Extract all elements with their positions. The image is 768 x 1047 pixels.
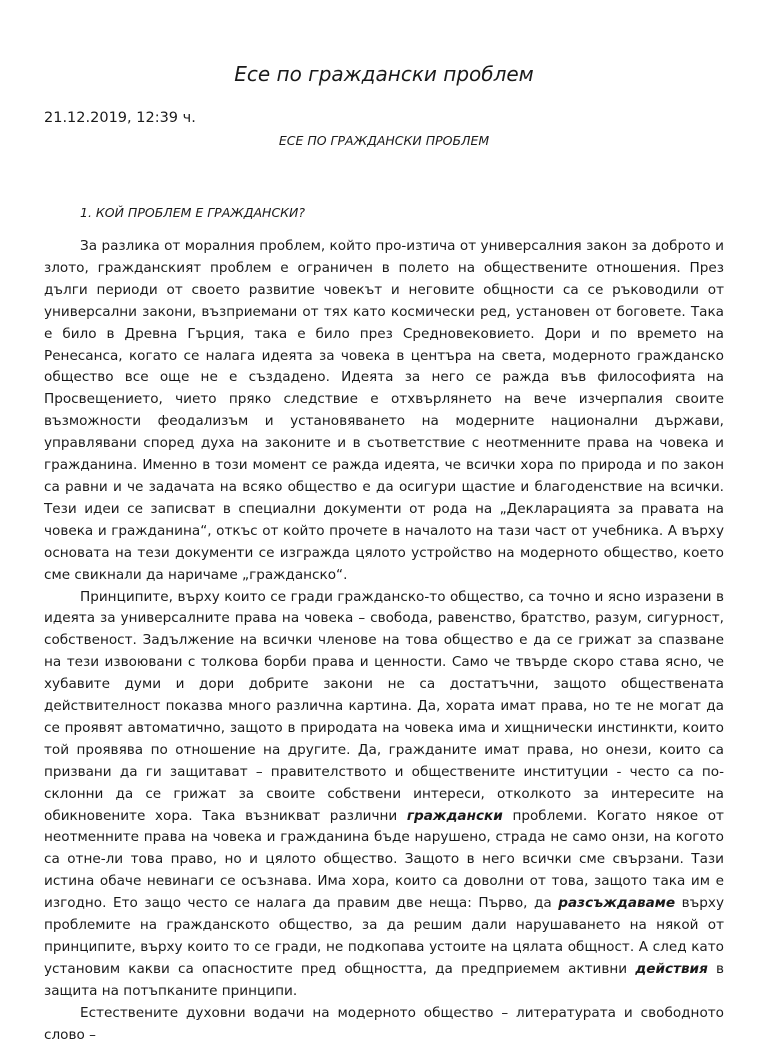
paragraph-text: Принципите, върху които се гради гражданско-то общество, са точно и ясно изразени в идеята за универсалните права на човека – свобода, равенство, братство, разум, сигурност, собственост. Задължение на всички членове на това общество е да се грижат за спазване на тези извоювани с толкова борби права и ценности. Само че твърде скоро става ясно, че хубавите думи и дори добрите закони не са достатъчни, защото обществената действителност показва много различна картина. Да, хората имат права, но те не могат да се проявят автоматично, защото в природата на човека има и хищнически инстинкти, които той проявява по отношение на другите. Да, гражданите имат права, но онези, които са призвани да ги защитават – правителството и обществените институции - често са по-склонни да се грижат за своите собствени интереси, отколкото за интересите на обикновените хора. Така възникват различни [44, 588, 724, 824]
document-subtitle: ЕСЕ ПО ГРАЖДАНСКИ ПРОБЛЕМ [278, 133, 490, 148]
paragraph-text: проблеми. Когато някое от неотменните права на човека и гражданина бъде нарушено, страда не само онзи, на когото са отне-ли това право, но и цялото общество. Защото в него всички сме свързани. Тази истина обаче невинаги се осъзнава. Има хора, които са доволни от това, защото така им е изгодно. Ето защо често се налага да правим две неща: Първо, да [44, 807, 724, 912]
paragraph-text: Естествените духовни водачи на модерното общество – литературата и свободното слово – [44, 1004, 724, 1043]
emphasized-term: граждански [406, 807, 503, 824]
paragraph-text: в защита на потъпканите принципи. [44, 960, 724, 999]
body-paragraph [44, 587, 724, 1003]
paragraph-text: За разлика от моралния проблем, който про-изтича от универсалния закон за доброто и злото, гражданският проблем е ограничен в полето на обществените отношения. През дълги периоди от своето развитие човекът и неговите общности са се ръководили от универсални закони, възприемани от тях като космически ред, установен от боговете. Така е било в Древна Гърция, така е било през Средновековието. Дори и по времето на Ренесанса, когато се налага идеята за човека в центъра на света, модерното гражданско общество все още не е създадено. Идеята за него се ражда във философията на Просвещението, чието пряко следствие е отхвърлянето на вече изчерпалия своите възможности феодализъм и установяването на модерните национални държави, управлявани според духа на законите и в съответствие с неотменните права на човека и гражданина. Именно в този момент се ражда идеята, че всички хора по природа и по закон са равни и че задачата на всяко общество е да осигури щастие и благоденствие на всички. Тези идеи се записват в специални документи от рода на „Декларацията за правата на човека и гражданина“, откъс от който прочете в началото на тази част от учебника. А върху основата на тези документи се изгражда цялото устройство на модерното общество, което сме свикнали да наричаме „гражданско“. [44, 238, 724, 583]
body-paragraph [44, 236, 724, 587]
emphasized-term: действия [635, 960, 708, 977]
publish-date: 21.12.2019, 12:39 ч. [44, 110, 196, 126]
document-body [44, 236, 724, 1047]
body-paragraph [44, 1003, 724, 1047]
document-title: Есе по граждански проблем [234, 62, 534, 86]
emphasized-term: разсъждаваме [558, 895, 676, 912]
paragraph-text: върху проблемите на гражданското общество, за да решим дали нарушаването на някой от принципите, върху които то се гради, не подкопава устоите на цялата общност. А след като установим какви са опасностите пред общността, да предприемем активни [44, 895, 725, 977]
section-heading: 1. КОЙ ПРОБЛЕМ Е ГРАЖДАНСКИ? [80, 205, 306, 220]
